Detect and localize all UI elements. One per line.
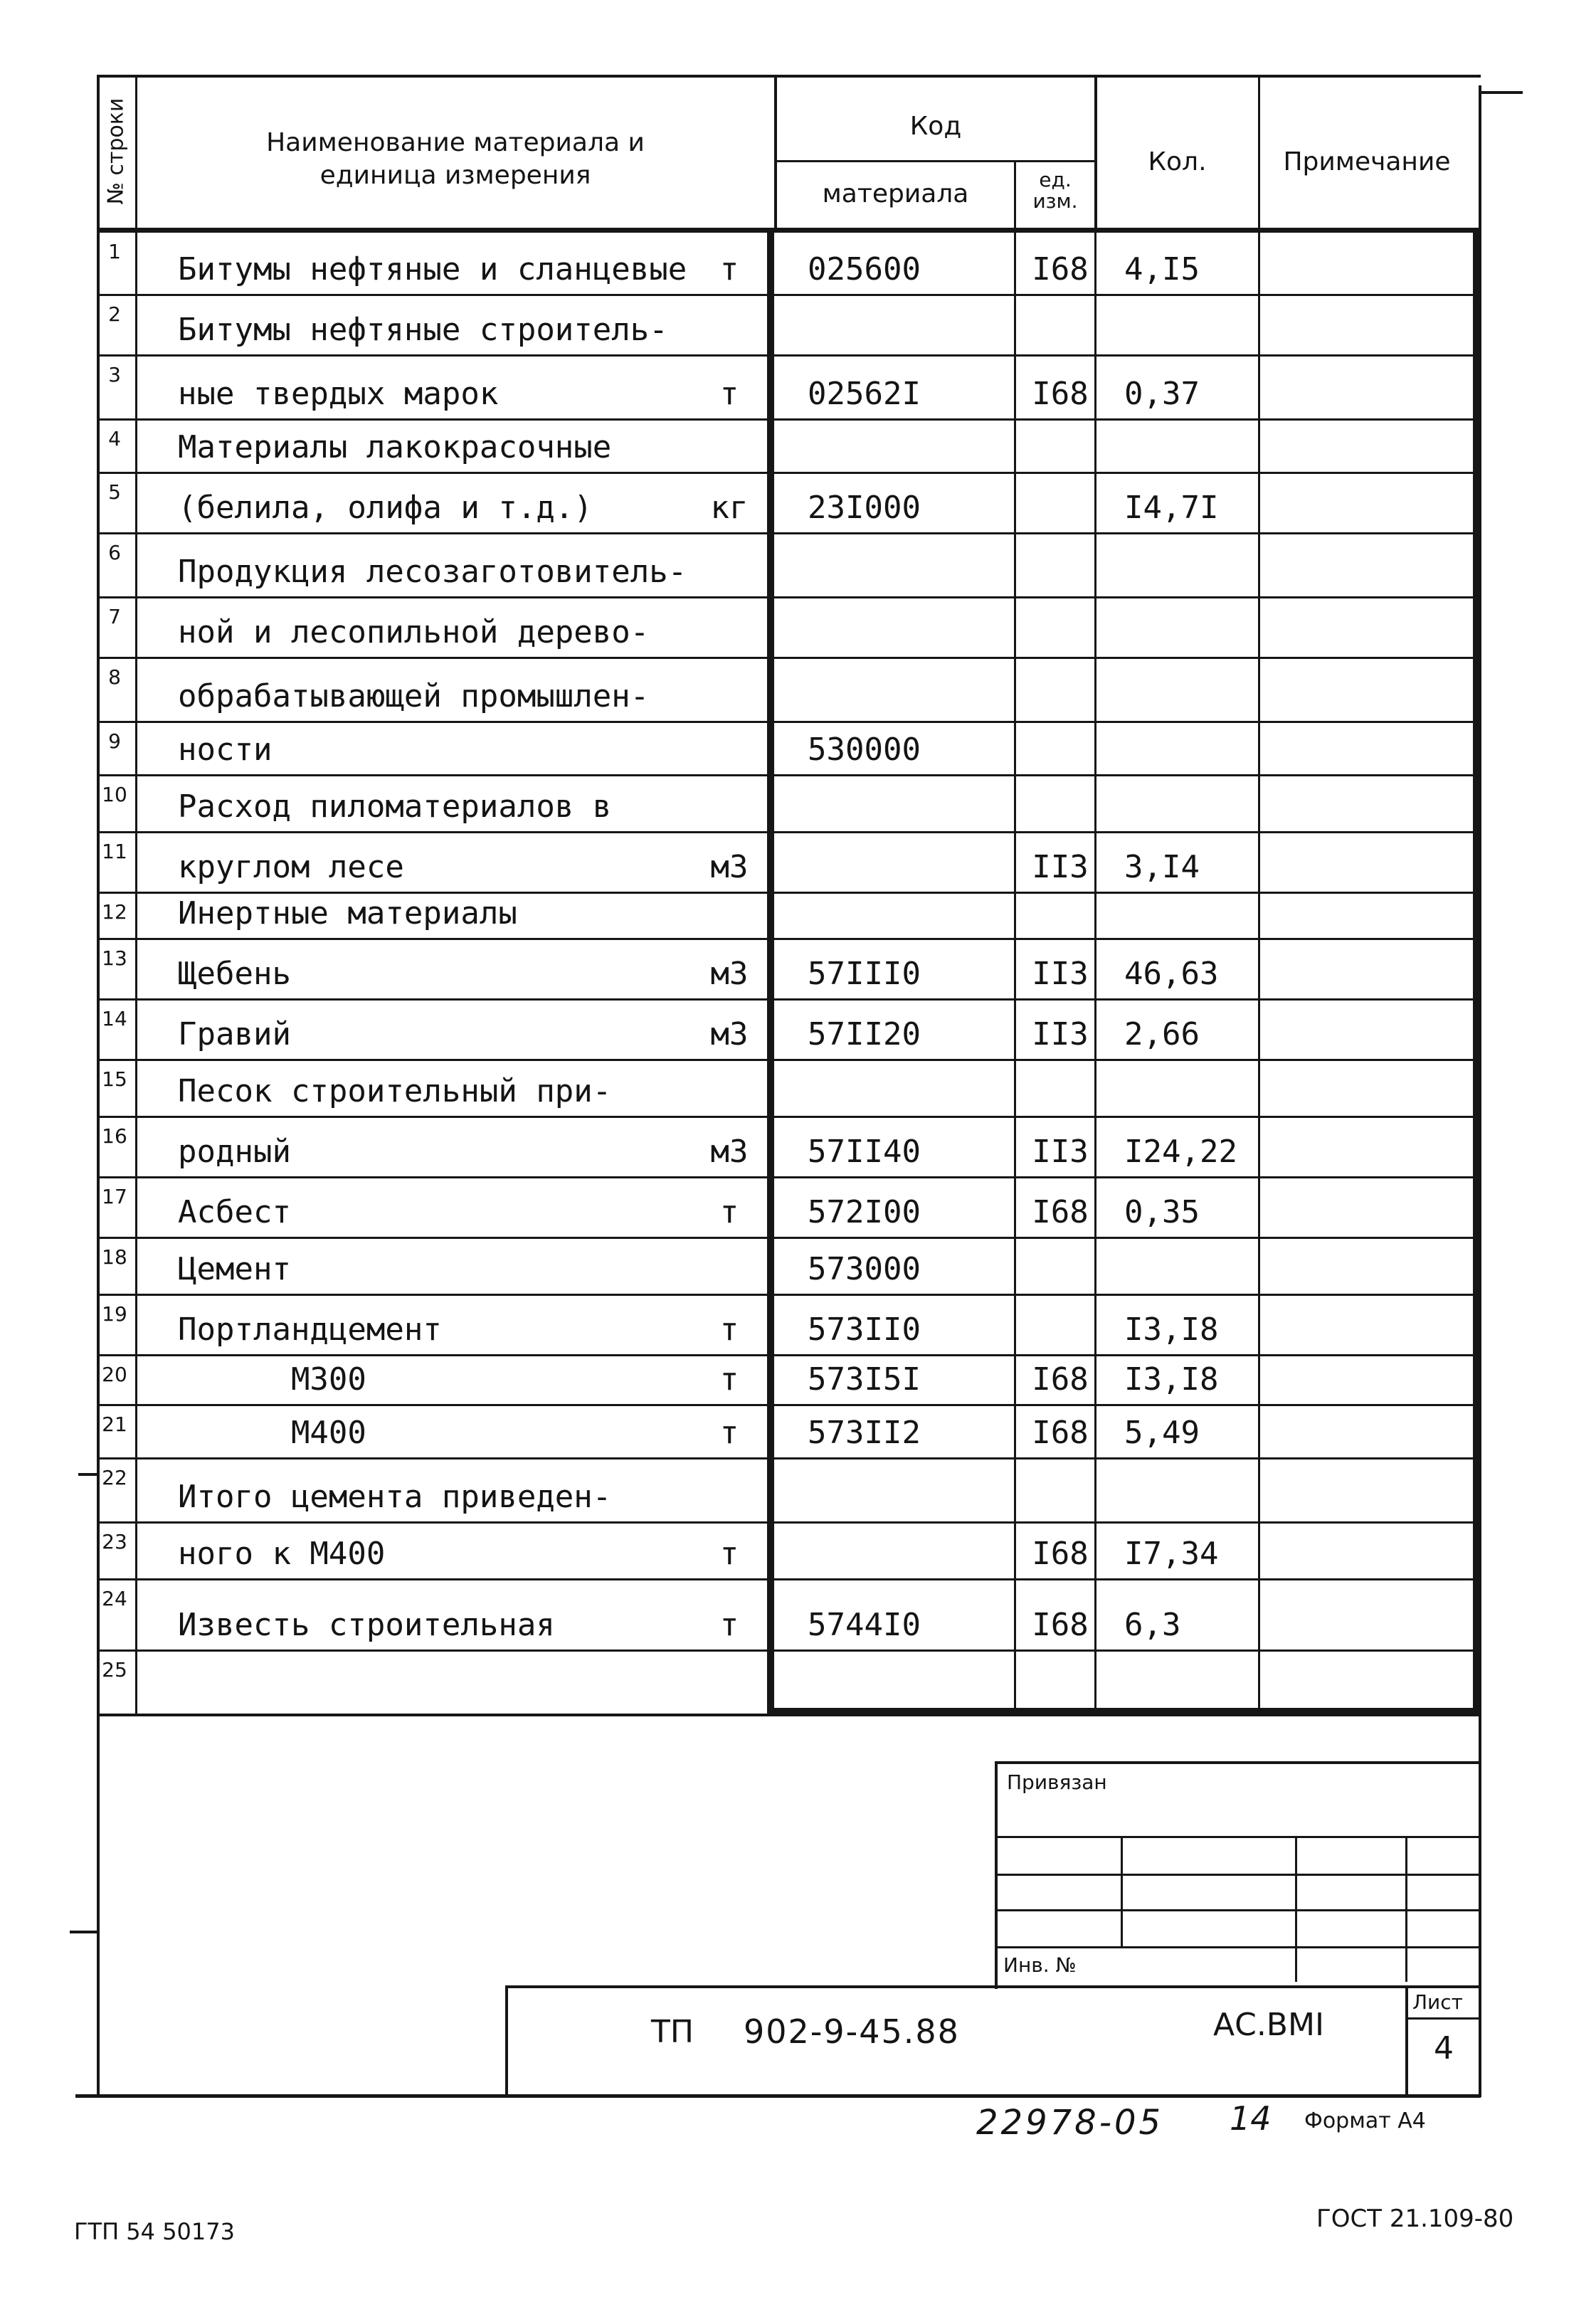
row-separator [97,1578,1481,1580]
unit-code: II3 [1032,956,1089,992]
material-code: 530000 [808,732,921,768]
table-top-border [97,75,1481,78]
material-name: ности [178,732,273,768]
stamp-grid-line-1 [995,1836,1481,1838]
name-header [139,127,772,192]
row-number: 24 [102,1587,127,1610]
handwritten-number: 22978-05 [976,2103,1164,2143]
row-number: 6 [108,541,121,564]
unit-of-measure: т [719,251,739,287]
row-number: 19 [102,1302,127,1326]
material-code: 57III0 [808,956,921,992]
row-number: 17 [102,1185,127,1208]
material-name: (белила, олифа и т.д.) [178,490,593,526]
stamp-grid-line-4 [995,1946,1481,1948]
material-code-header: материала [822,179,969,208]
unit-of-measure: м3 [710,1016,749,1052]
quantity: 5,49 [1124,1415,1200,1451]
row-separator [97,1237,1481,1239]
material-name: М300 [178,1361,366,1398]
quantity: 46,63 [1124,956,1219,992]
unit-of-measure: т [719,1311,739,1348]
unit-code: II3 [1032,1016,1089,1052]
row-number: 18 [102,1245,127,1269]
unit-of-measure: т [719,376,739,412]
row-separator [97,1521,1481,1524]
unit-of-measure: кг [710,490,749,526]
unit-code: I68 [1032,376,1089,412]
code-sub-divider [776,160,1096,162]
row-number: 12 [102,900,127,924]
quantity: 0,35 [1124,1194,1200,1230]
unit-of-measure: т [719,1415,739,1451]
unit-code-header [1016,169,1094,212]
stamp-privyazan-top [995,1761,1481,1764]
stamp-main-bottom [75,2094,1481,2098]
material-code: 573I5I [808,1361,921,1398]
material-name: Расход пиломатериалов в [178,788,612,825]
stamp-main-top [505,1985,1481,1988]
material-name: Песок строительный при- [178,1073,612,1109]
row-separator [97,1649,1481,1652]
row-separator [97,472,1481,474]
bottom-left-code: ГТП 54 50173 [74,2218,235,2245]
row-number: 13 [102,946,127,970]
unit-code: I68 [1032,1607,1089,1643]
unit-code: I68 [1032,1536,1089,1572]
row-separator [97,774,1481,776]
material-name: Гравий [178,1016,291,1052]
row-separator [97,998,1481,1001]
unit-of-measure: т [719,1194,739,1230]
row-number: 1 [108,240,121,263]
row-separator [97,1059,1481,1061]
row-number-header-text: № строки [103,97,129,205]
material-name: обрабатывающей промышлен- [178,678,650,714]
material-name: Цемент [178,1251,291,1287]
name-header-line1: Наименование материала и [266,128,645,157]
unit-code: I68 [1032,251,1089,287]
material-name: Известь строительная [178,1607,555,1643]
row-number: 2 [108,302,121,326]
material-name: Итого цемента приведен- [178,1479,612,1515]
sheet-label: Лист [1412,1990,1463,2014]
material-name: родный [178,1134,291,1170]
row-number: 21 [102,1413,127,1436]
privyazan-label: Привязан [1007,1770,1107,1794]
unit-of-measure: м3 [710,849,749,885]
unit-code: II3 [1032,1134,1089,1170]
row-separator [97,596,1481,598]
stamp-grid-col-3 [1405,1836,1407,1982]
row-number: 25 [102,1658,127,1682]
quantity: I24,22 [1124,1134,1237,1170]
unit-code-header-line2: изм. [1032,189,1078,213]
row-separator [97,831,1481,833]
material-code: 02562I [808,376,921,412]
unit-of-measure: т [719,1361,739,1398]
row-separator [97,1457,1481,1459]
stamp-grid-col-2 [1295,1836,1297,1982]
material-code: 572I00 [808,1194,921,1230]
row-separator [97,418,1481,421]
unit-code-header-line1: ед. [1039,168,1072,191]
margin-tick-left-2 [78,1473,98,1476]
body-col-sep-qty [1258,228,1260,1711]
material-code: 5744I0 [808,1607,921,1643]
material-code: 573II2 [808,1415,921,1451]
unit-of-measure: т [719,1607,739,1643]
stamp-main-left [505,1985,508,2097]
row-separator [97,1404,1481,1406]
row-number: 4 [108,427,121,450]
unit-code: I68 [1032,1194,1089,1230]
col-sep-rownum [135,75,137,1715]
table-bottom-border [97,1714,1481,1716]
stamp-grid-col-1 [1121,1836,1123,1946]
stamp-grid-line-3 [995,1909,1481,1911]
material-code: 025600 [808,251,921,287]
row-number: 14 [102,1007,127,1030]
unit-of-measure: т [719,1536,739,1572]
doc-prefix: ТП [651,2014,694,2050]
row-number: 3 [108,363,121,386]
row-separator [97,938,1481,940]
row-number: 9 [108,729,121,753]
row-number: 23 [102,1530,127,1553]
row-separator [97,294,1481,296]
material-code: 23I000 [808,490,921,526]
row-number: 15 [102,1067,127,1091]
material-name: круглом лесе [178,849,404,885]
quantity: I7,34 [1124,1536,1219,1572]
unit-code: I68 [1032,1361,1089,1398]
material-name: ной и лесопильной дерево- [178,614,650,650]
unit-code: II3 [1032,849,1089,885]
material-name: Инертные материалы [178,895,517,931]
quantity: 3,I4 [1124,849,1200,885]
gost-reference: ГОСТ 21.109-80 [1316,2205,1514,2233]
material-name: Битумы нефтяные и сланцевые [178,251,687,287]
material-name: Материалы лакокрасочные [178,429,612,465]
row-separator [97,1354,1481,1356]
quantity: I4,7I [1124,490,1219,526]
handwritten-page: 14 [1230,2099,1272,2138]
material-name: Портландцемент [178,1311,442,1348]
format-label: Формат А4 [1304,2108,1426,2133]
quantity: 2,66 [1124,1016,1200,1052]
row-separator [97,354,1481,357]
material-name: Асбест [178,1194,291,1230]
doc-code: АС.ВМI [1213,2007,1324,2043]
row-separator [97,657,1481,659]
material-name: Битумы нефтяные строитель- [178,312,668,348]
row-separator [97,721,1481,723]
row-separator [97,1176,1481,1178]
data-frame-right [1473,228,1480,1715]
row-number: 22 [102,1466,127,1489]
doc-number: 902-9-45.88 [744,2012,960,2051]
quantity: I3,I8 [1124,1361,1219,1398]
material-code: 573000 [808,1251,921,1287]
unit-code: I68 [1032,1415,1089,1451]
row-number: 11 [102,840,127,863]
row-separator [97,1116,1481,1118]
material-name: М400 [178,1415,366,1451]
stamp-sheet-left [1405,1985,1408,2097]
material-code: 57II40 [808,1134,921,1170]
material-name: Продукция лесозаготовитель- [178,554,687,590]
qty-header: Кол. [1148,147,1207,176]
row-separator [97,1294,1481,1296]
data-frame-left [767,228,774,1715]
row-number: 16 [102,1124,127,1148]
stamp-sheet-divider [1405,2017,1481,2020]
code-header: Код [909,112,962,141]
unit-of-measure: м3 [710,956,749,992]
row-number: 20 [102,1363,127,1386]
unit-of-measure: м3 [710,1134,749,1170]
sheet-number: 4 [1434,2030,1454,2066]
margin-tick-left [70,1931,98,1933]
row-number-header [93,75,139,228]
name-header-line2: единица измерения [319,161,591,190]
quantity: 6,3 [1124,1607,1181,1643]
row-separator [97,892,1481,894]
row-number: 5 [108,480,121,504]
note-header: Примечание [1283,147,1451,176]
row-number: 10 [102,783,127,806]
row-number: 8 [108,665,121,689]
header-bottom-border [97,228,1481,233]
material-name: Щебень [178,956,291,992]
table-top-border-right [1480,91,1523,94]
body-col-sep-code [1014,228,1016,1711]
material-name: ные твердых марок [178,376,499,412]
inv-number-label: Инв. № [1003,1953,1077,1977]
material-name: ного к М400 [178,1536,386,1572]
row-separator [97,532,1481,534]
quantity: I3,I8 [1124,1311,1219,1348]
quantity: 4,I5 [1124,251,1200,287]
material-code: 57II20 [808,1016,921,1052]
row-number: 7 [108,605,121,628]
stamp-grid-line-2 [995,1874,1481,1876]
material-code: 573II0 [808,1311,921,1348]
quantity: 0,37 [1124,376,1200,412]
